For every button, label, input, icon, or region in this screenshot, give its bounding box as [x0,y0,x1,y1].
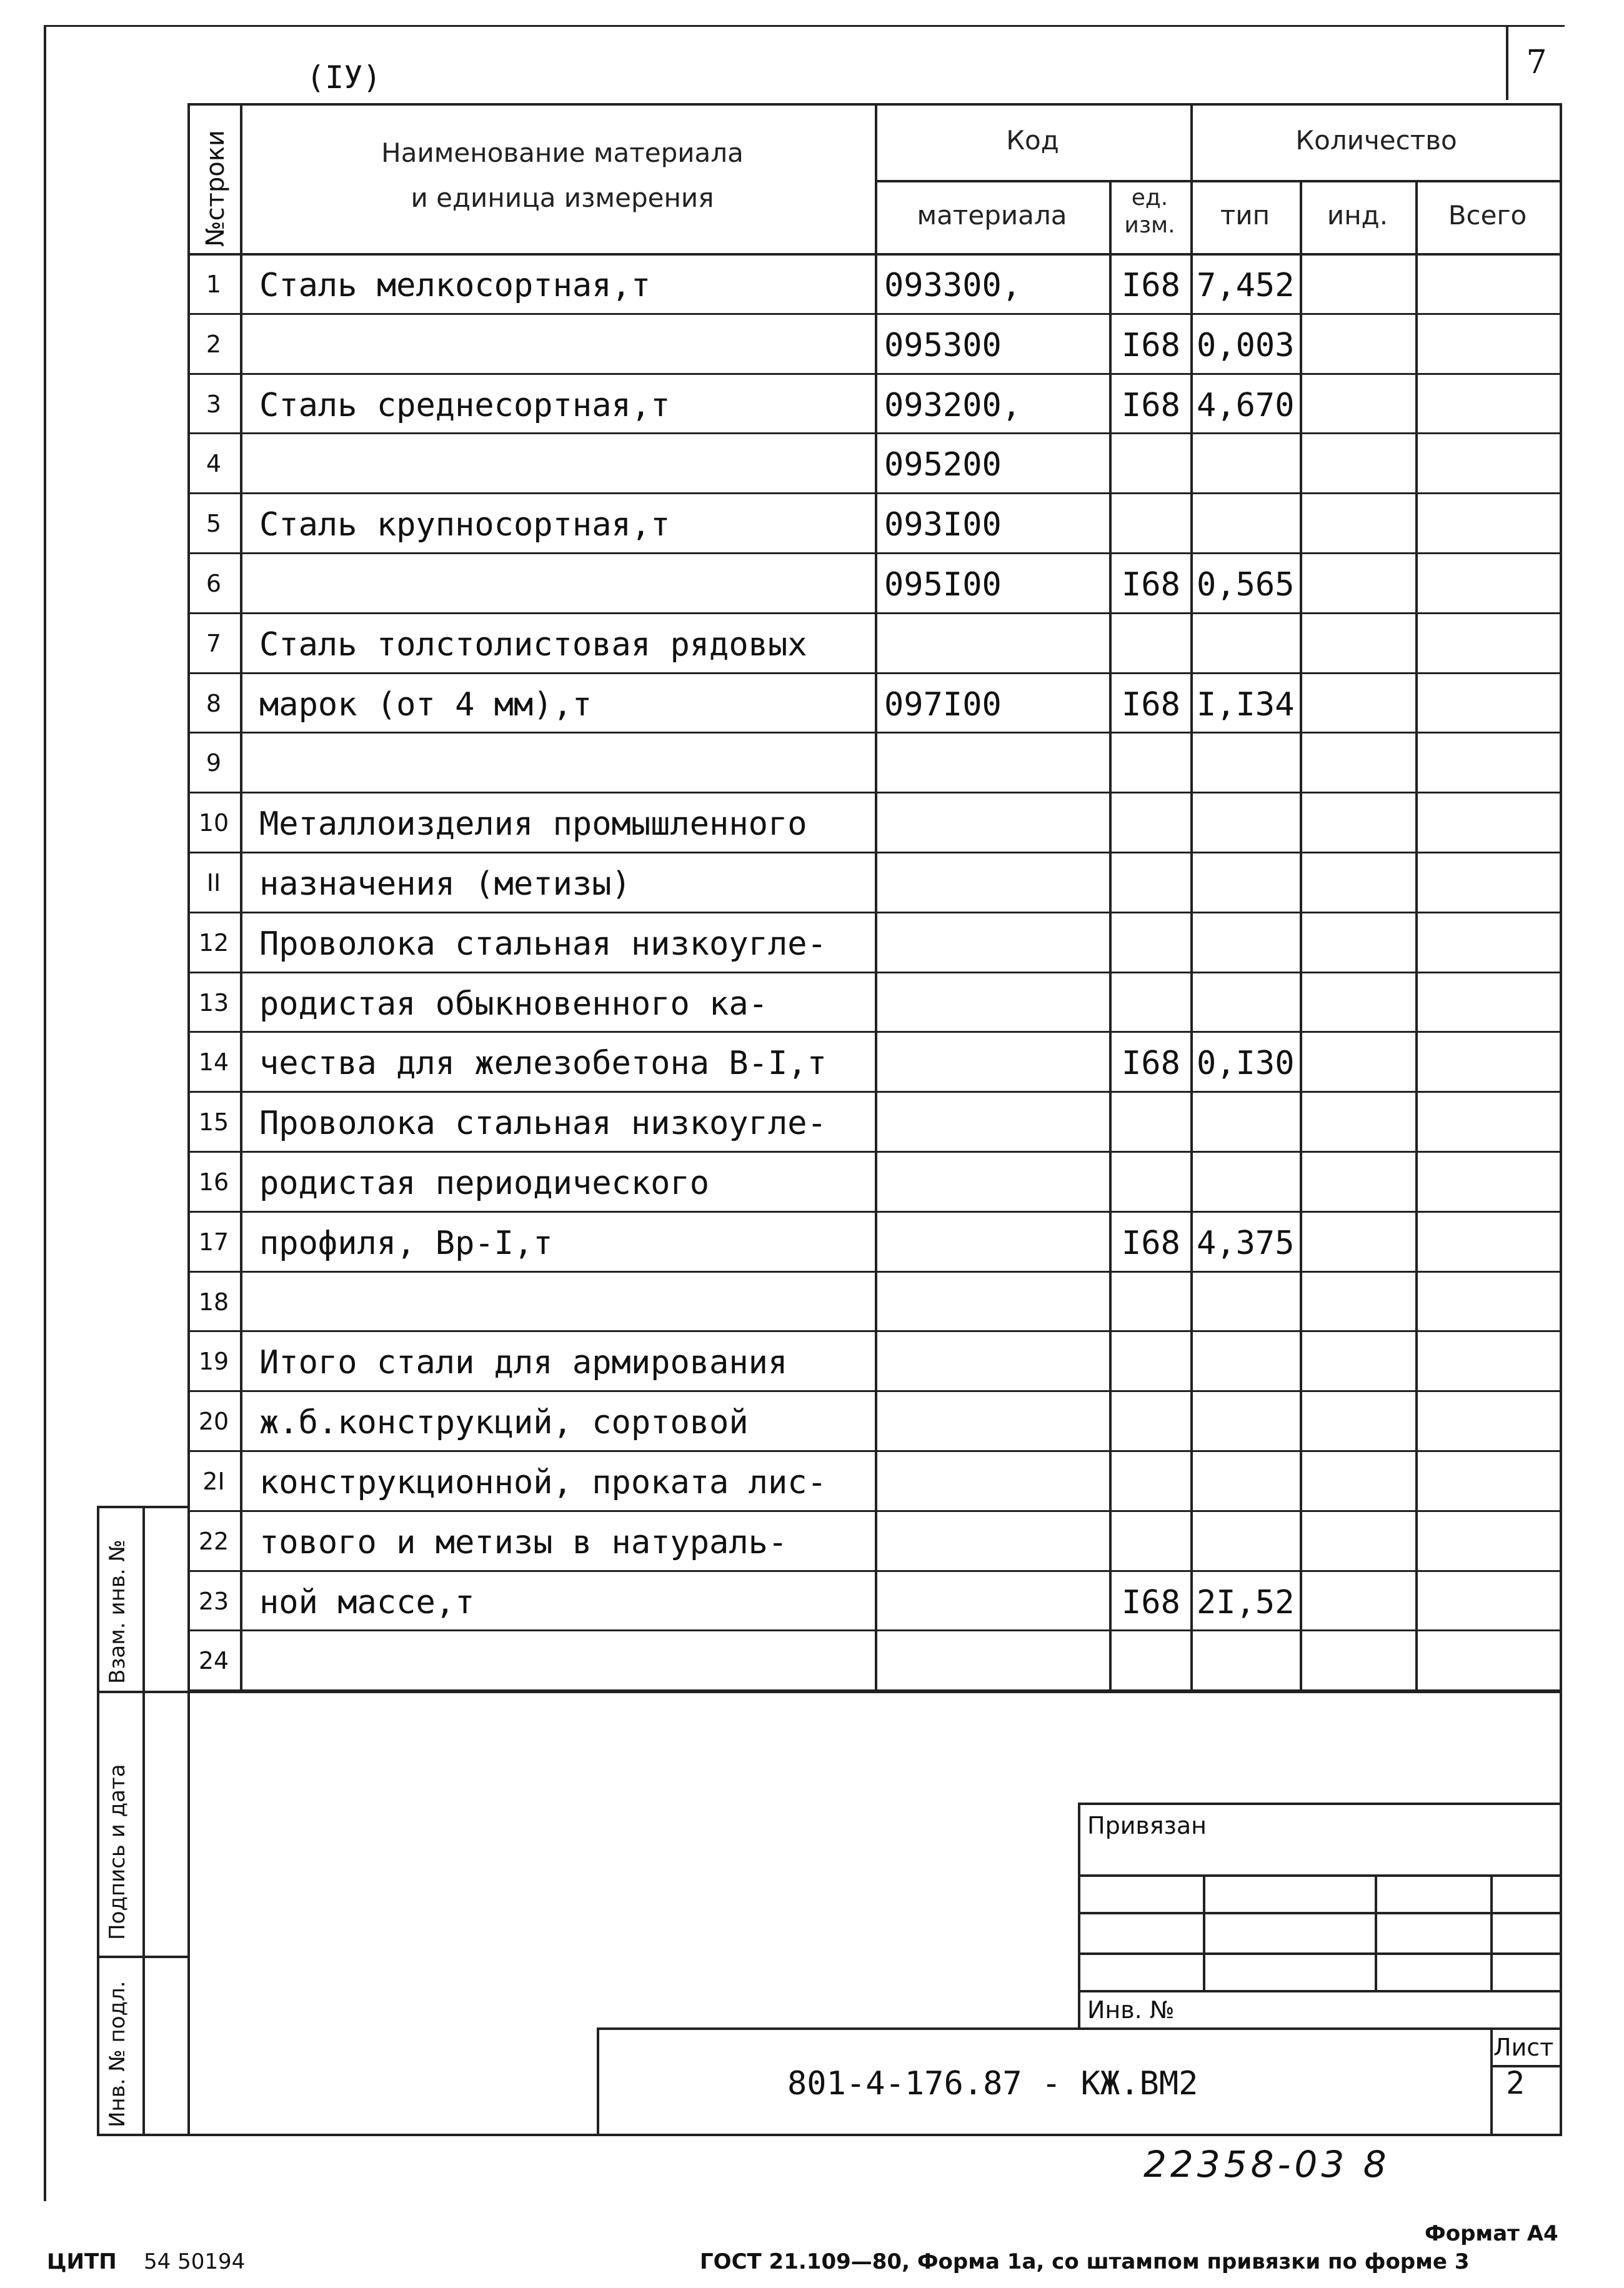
row-number: 2 [206,331,222,358]
row-number: 6 [206,570,222,597]
row-separator [187,432,1562,434]
row-material-code: 095I00 [884,566,1002,604]
row-number: 10 [198,809,229,837]
row-separator [187,1031,1562,1033]
row-unit-code: I68 [1122,1584,1180,1621]
row-name: Металлоизделия промышленного [259,805,807,843]
row-material-code: 093I00 [884,506,1002,544]
stamp-line-3 [1078,1952,1562,1955]
row-number: 8 [206,690,222,717]
row-separator [187,732,1562,734]
stamp-bound-label: Привязан [1087,1812,1207,1839]
row-number: 3 [206,390,222,418]
row-separator [187,1510,1562,1512]
header-code: Код [1006,125,1059,156]
table-right-border [1560,103,1562,2134]
row-number: II [206,869,221,897]
header-unit-line1: ед. [1131,185,1168,211]
title-block-top [597,2027,1562,2030]
row-name: марок (от 4 мм),т [259,686,592,724]
header-row-no: №строки [201,130,230,247]
row-name: родистая обыкновенного ка- [259,985,768,1023]
row-name: ж.б.конструкций, сортовой [259,1404,749,1441]
header-type: тип [1220,200,1270,231]
row-separator [187,912,1562,913]
row-number: 5 [206,510,222,537]
variant-label: (IУ) [306,59,382,96]
row-material-code: 093300, [884,267,1022,304]
row-material-code: 093200, [884,387,1022,424]
stamp-col-2 [1375,1874,1377,1990]
row-name: Сталь мелкосортная,т [259,267,651,304]
sheet-cell-divider [1490,2065,1562,2067]
row-number: 24 [198,1647,229,1674]
row-number: 9 [206,749,222,777]
col-divider-name [875,103,877,1693]
footer-code: 54 50194 [144,2249,246,2274]
row-name: Проволока стальная низкоугле- [259,1105,827,1142]
stamp-left [1078,1803,1080,2027]
row-separator [187,1091,1562,1093]
row-separator [187,852,1562,853]
row-separator [187,1629,1562,1631]
row-number: 2I [202,1468,225,1495]
signature-date-label: Подпись и дата [105,1764,130,1940]
col-divider-unit [1190,103,1193,1693]
title-block-left [597,2027,599,2134]
row-name: конструкционной, проката лис- [259,1464,827,1501]
row-number: 20 [198,1408,229,1435]
header-name-line2: и единица измерения [411,182,714,213]
document-designation: 801-4-176.87 - КЖ.ВМ2 [787,2065,1198,2102]
stamp-col-1 [1203,1874,1205,1990]
row-separator [187,972,1562,973]
stamp-inv-label: Инв. № [1087,1996,1175,2024]
title-block-sheet-divider [1490,2027,1493,2134]
bottom-frame-line [97,2134,1562,2136]
header-mid-border [875,180,1562,182]
row-separator [187,1211,1562,1213]
row-number: 12 [198,929,229,957]
side-panel-mid [142,1506,145,2134]
stamp-line-2 [1078,1912,1562,1914]
row-number: 15 [198,1108,229,1136]
row-separator [187,1570,1562,1572]
row-material-code: 095300 [884,327,1002,364]
row-separator [187,1689,1562,1691]
col-divider-rownum [240,103,242,1693]
col-divider-ind [1415,180,1418,1693]
row-name: родистая периодического [259,1165,710,1202]
row-name: Сталь среднесортная,т [259,387,670,424]
row-name: тового и метизы в натураль- [259,1524,788,1561]
row-separator [187,792,1562,793]
row-name: Сталь толстолистовая рядовых [259,626,807,664]
header-name-line1: Наименование материала [381,137,744,168]
row-name: Сталь крупносортная,т [259,506,670,544]
row-separator [187,1450,1562,1452]
row-name: Итого стали для армирования [259,1344,788,1381]
row-material-code: 097I00 [884,686,1002,724]
row-name: Проволока стальная низкоугле- [259,925,827,963]
row-number: 1 [206,271,222,298]
stamp-sheet-label: Лист [1493,2034,1554,2061]
row-unit-code: I68 [1122,327,1180,364]
row-unit-code: I68 [1122,1225,1180,1262]
row-separator [187,552,1562,554]
row-unit-code: I68 [1122,686,1180,724]
header-unit [1109,184,1190,239]
row-number: 14 [198,1048,229,1076]
row-separator [187,1151,1562,1153]
header-quantity: Количество [1295,125,1457,156]
row-name: назначения (метизы) [259,865,631,903]
stamp-top [1078,1803,1562,1805]
original-inv-label: Инв. № подл. [105,1981,130,2127]
row-quantity-type: 4,375 [1197,1225,1295,1262]
stamp-col-3 [1490,1874,1493,1990]
header-ind: инд. [1327,200,1388,231]
header-unit-line2: изм. [1124,212,1175,238]
row-number: 18 [198,1288,229,1316]
row-quantity-type: 0,565 [1197,566,1295,604]
row-quantity-type: 0,003 [1197,327,1295,364]
row-number: 16 [198,1168,229,1196]
row-number: 4 [206,450,222,477]
col-divider-code [1109,180,1112,1693]
row-quantity-type: 4,670 [1197,387,1295,424]
footer-standard: ГОСТ 21.109—80, Форма 1а, со штампом привязки по форме 3 [700,2249,1470,2274]
row-quantity-type: 0,I30 [1197,1045,1295,1082]
row-material-code: 095200 [884,446,1002,484]
row-separator [187,672,1562,674]
stamp-line-4 [1078,1990,1562,1992]
row-name: профиля, Вр-I,т [259,1225,553,1262]
row-number: 13 [198,989,229,1017]
stamp-sheet-value: 2 [1506,2065,1525,2101]
row-separator [187,373,1562,375]
row-separator [187,1390,1562,1392]
row-number: 22 [198,1528,229,1555]
header-total: Всего [1448,200,1527,231]
row-separator [187,612,1562,614]
col-divider-type [1300,180,1302,1693]
row-quantity-type: 7,452 [1197,267,1295,304]
row-separator [187,1271,1562,1273]
row-unit-code: I68 [1122,267,1180,304]
archive-number: 22358-03 8 [1143,2143,1390,2186]
row-separator [187,313,1562,315]
row-name: чества для железобетона В-I,т [259,1045,827,1082]
format-label: Формат А4 [1425,2221,1558,2246]
replacement-inv-label: Взам. инв. № [105,1539,130,1684]
row-quantity-type: 2I,52 [1197,1584,1295,1621]
row-quantity-type: I,I34 [1197,686,1295,724]
footer-org: ЦИТП [47,2249,117,2274]
row-number: 17 [198,1228,229,1256]
row-separator [187,492,1562,494]
row-number: 23 [198,1588,229,1615]
row-unit-code: I68 [1122,566,1180,604]
row-unit-code: I68 [1122,1045,1180,1082]
row-unit-code: I68 [1122,387,1180,424]
sheet-number: 7 [1506,25,1565,100]
row-number: 19 [198,1348,229,1375]
row-name: ной массе,т [259,1584,475,1621]
header-material: материала [917,200,1067,231]
row-number: 7 [206,630,222,657]
side-panel-left-border [97,1506,99,2134]
row-separator [187,1330,1562,1332]
stamp-line-1 [1078,1874,1562,1877]
